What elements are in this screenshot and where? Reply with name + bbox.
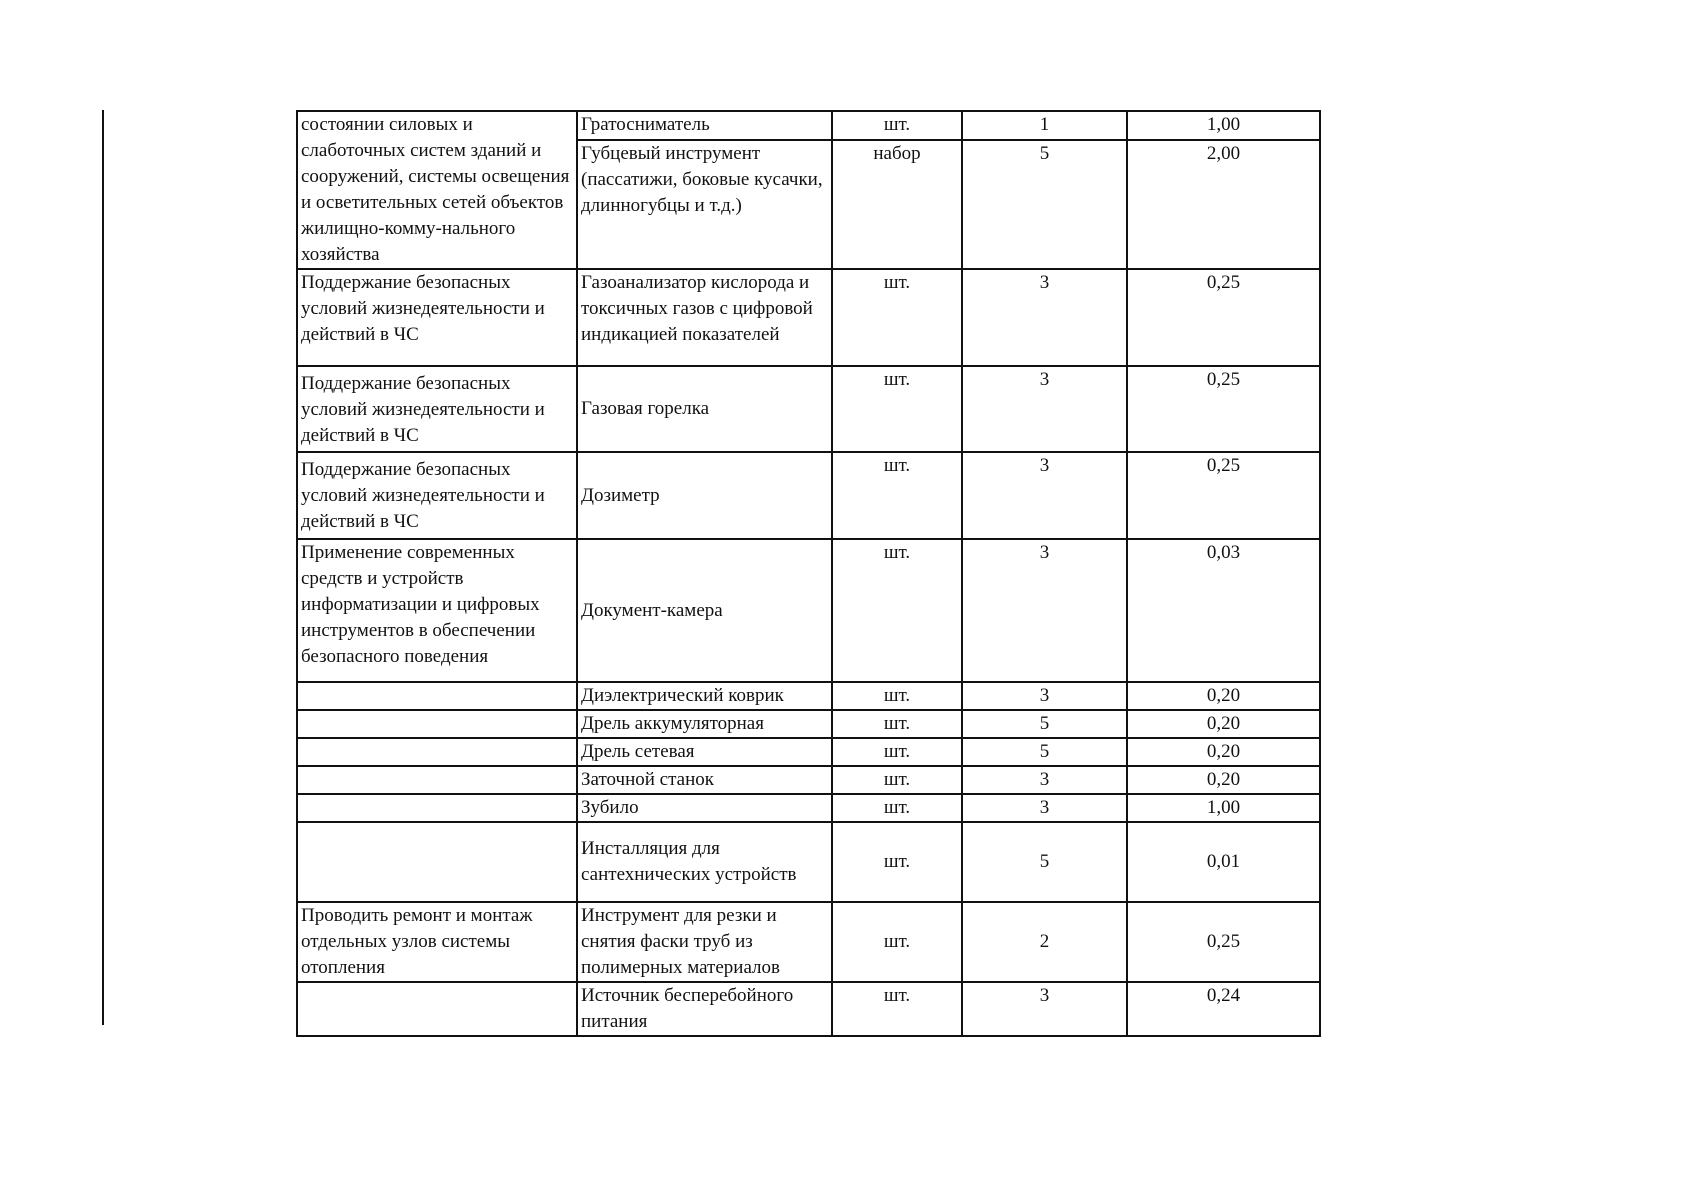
item-cell: Газоанализатор кислорода и токсичных газов с цифровой индикацией показателей [577,269,832,366]
qty-cell: 3 [962,269,1127,366]
unit-cell: шт. [832,982,962,1036]
norm-cell: 2,00 [1127,140,1320,269]
item-cell: Дозиметр [577,452,832,539]
competency-cell: Применение современных средств и устройств информатизации и цифровых инструментов в обеспечении безопасного поведения [297,539,577,682]
unit-cell: набор [832,140,962,269]
qty-cell: 3 [962,366,1127,452]
competency-cell [297,794,577,822]
competency-cell: Поддержание безопасных условий жизнедеятельности и действий в ЧС [297,366,577,452]
qty-cell: 3 [962,766,1127,794]
norm-cell: 0,20 [1127,738,1320,766]
qty-cell: 1 [962,111,1127,140]
competency-cell: Поддержание безопасных условий жизнедеятельности и действий в ЧС [297,452,577,539]
norm-cell: 0,03 [1127,539,1320,682]
unit-cell: шт. [832,902,962,982]
table-row [297,766,1320,794]
table-row [297,111,1320,140]
item-cell: Губцевый инструмент (пассатижи, боковые кусачки, длинногубцы и т.д.) [577,140,832,269]
norm-cell: 0,25 [1127,902,1320,982]
table-row [297,710,1320,738]
table-row [297,902,1320,982]
unit-cell: шт. [832,111,962,140]
qty-cell: 3 [962,452,1127,539]
left-margin-line [102,110,104,1025]
competency-cell [297,738,577,766]
competency-cell: состоянии силовых и слаботочных систем зданий и сооружений, системы освещения и осветительных сетей объектов жилищно-комму-нального хозяйства [297,111,577,269]
table-row [297,822,1320,902]
unit-cell: шт. [832,738,962,766]
qty-cell: 3 [962,794,1127,822]
norm-cell: 0,25 [1127,366,1320,452]
item-cell: Зубило [577,794,832,822]
competency-cell [297,682,577,710]
table-row [297,539,1320,682]
norm-cell: 1,00 [1127,794,1320,822]
competency-cell [297,982,577,1036]
norm-cell: 0,25 [1127,452,1320,539]
norm-cell: 0,01 [1127,822,1320,902]
competency-cell [297,710,577,738]
unit-cell: шт. [832,682,962,710]
unit-cell: шт. [832,539,962,682]
competency-cell: Проводить ремонт и монтаж отдельных узлов системы отопления [297,902,577,982]
competency-cell [297,766,577,794]
table-row [297,738,1320,766]
qty-cell: 5 [962,822,1127,902]
unit-cell: шт. [832,366,962,452]
unit-cell: шт. [832,822,962,902]
qty-cell: 3 [962,982,1127,1036]
table-row [297,452,1320,539]
unit-cell: шт. [832,269,962,366]
item-cell: Инструмент для резки и снятия фаски труб из полимерных материалов [577,902,832,982]
norm-cell: 0,20 [1127,710,1320,738]
equipment-table [296,110,1321,1037]
unit-cell: шт. [832,766,962,794]
qty-cell: 5 [962,738,1127,766]
unit-cell: шт. [832,452,962,539]
item-cell: Заточной станок [577,766,832,794]
item-cell: Дрель сетевая [577,738,832,766]
table-row [297,794,1320,822]
competency-cell: Поддержание безопасных условий жизнедеятельности и действий в ЧС [297,269,577,366]
item-cell: Источник бесперебойного питания [577,982,832,1036]
norm-cell: 0,25 [1127,269,1320,366]
competency-cell [297,822,577,902]
qty-cell: 3 [962,539,1127,682]
item-cell: Диэлектрический коврик [577,682,832,710]
item-cell: Инсталляция для сантехнических устройств [577,822,832,902]
item-cell: Гратосниматель [577,111,832,140]
table-row [297,366,1320,452]
qty-cell: 5 [962,710,1127,738]
norm-cell: 0,24 [1127,982,1320,1036]
norm-cell: 1,00 [1127,111,1320,140]
table-row [297,682,1320,710]
item-cell: Газовая горелка [577,366,832,452]
table-row [297,269,1320,366]
unit-cell: шт. [832,710,962,738]
qty-cell: 2 [962,902,1127,982]
norm-cell: 0,20 [1127,766,1320,794]
item-cell: Документ-камера [577,539,832,682]
unit-cell: шт. [832,794,962,822]
norm-cell: 0,20 [1127,682,1320,710]
qty-cell: 3 [962,682,1127,710]
table-row [297,982,1320,1036]
qty-cell: 5 [962,140,1127,269]
item-cell: Дрель аккумуляторная [577,710,832,738]
